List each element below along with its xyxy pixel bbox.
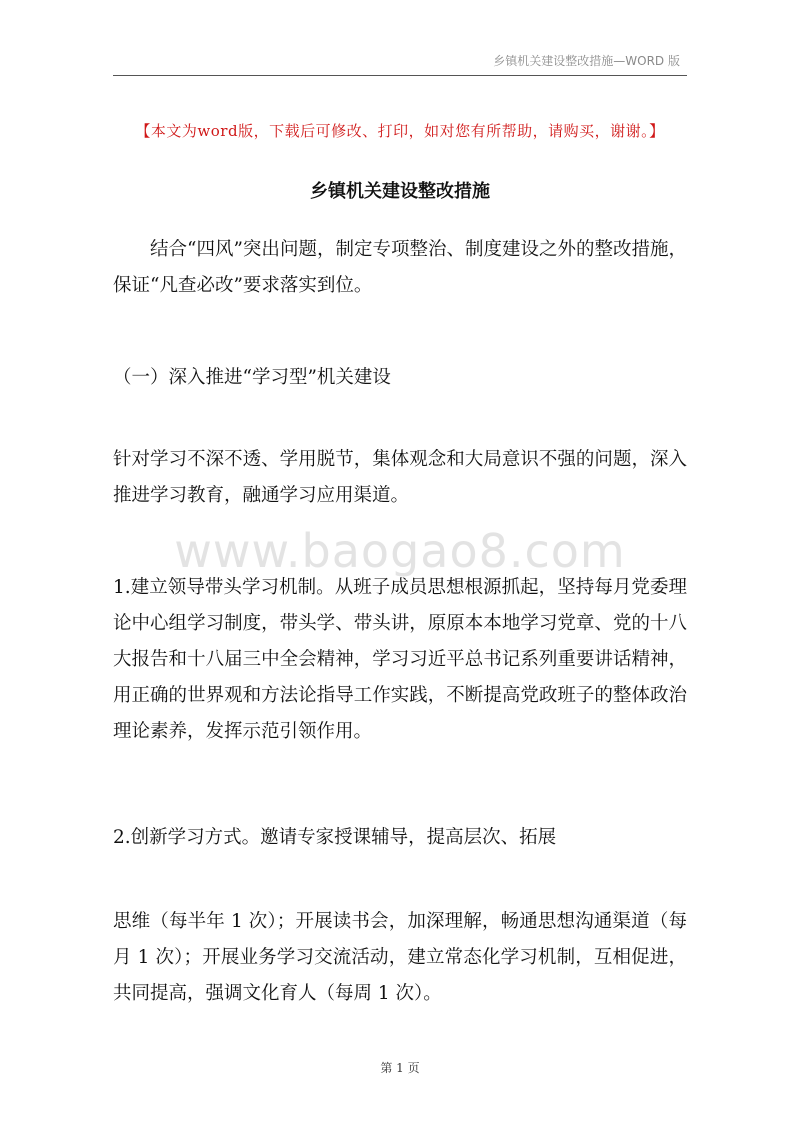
section-heading: （一）深入推进“学习型”机关建设: [113, 367, 391, 388]
purchase-notice: 【本文为word版，下载后可修改、打印，如对您有所帮助，请购买，谢谢。】: [135, 122, 665, 140]
document-title: 乡镇机关建设整改措施: [310, 181, 490, 202]
header-divider: [113, 75, 687, 76]
intro-paragraph: 结合“四风”突出问题，制定专项整治、制度建设之外的整改措施，保证“凡查必改”要求落实到位。: [113, 239, 687, 296]
body-paragraph: 思维（每半年 1 次）；开展读书会，加深理解，畅通思想沟通渠道（每月 1 次）；开展业务学习交流活动，建立常态化学习机制，互相促进，共同提高，强调文化育人（每周 1 次）。: [113, 911, 687, 1004]
page-number: 第 1 页: [380, 1061, 420, 1075]
body-paragraph: 2.创新学习方式。邀请专家授课辅导，提高层次、拓展: [113, 827, 557, 848]
body-paragraph: 针对学习不深不透、学用脱节，集体观念和大局意识不强的问题，深入推进学习教育，融通学习应用渠道。: [113, 449, 687, 506]
body-paragraph: 1.建立领导带头学习机制。从班子成员思想根源抓起，坚持每月党委理论中心组学习制度，带头学、带头讲，原原本本地学习党章、党的十八大报告和十八届三中全会精神，学习习近平总书记系列重要讲话精神，用正确的世界观和方法论指导工作实践，不断提高党政班子的整体政治理论素养，发挥示范引领作用。: [113, 577, 687, 742]
running-header: 乡镇机关建设整改措施—WORD 版: [493, 54, 680, 68]
watermark: www.baogao8.com: [174, 524, 626, 578]
